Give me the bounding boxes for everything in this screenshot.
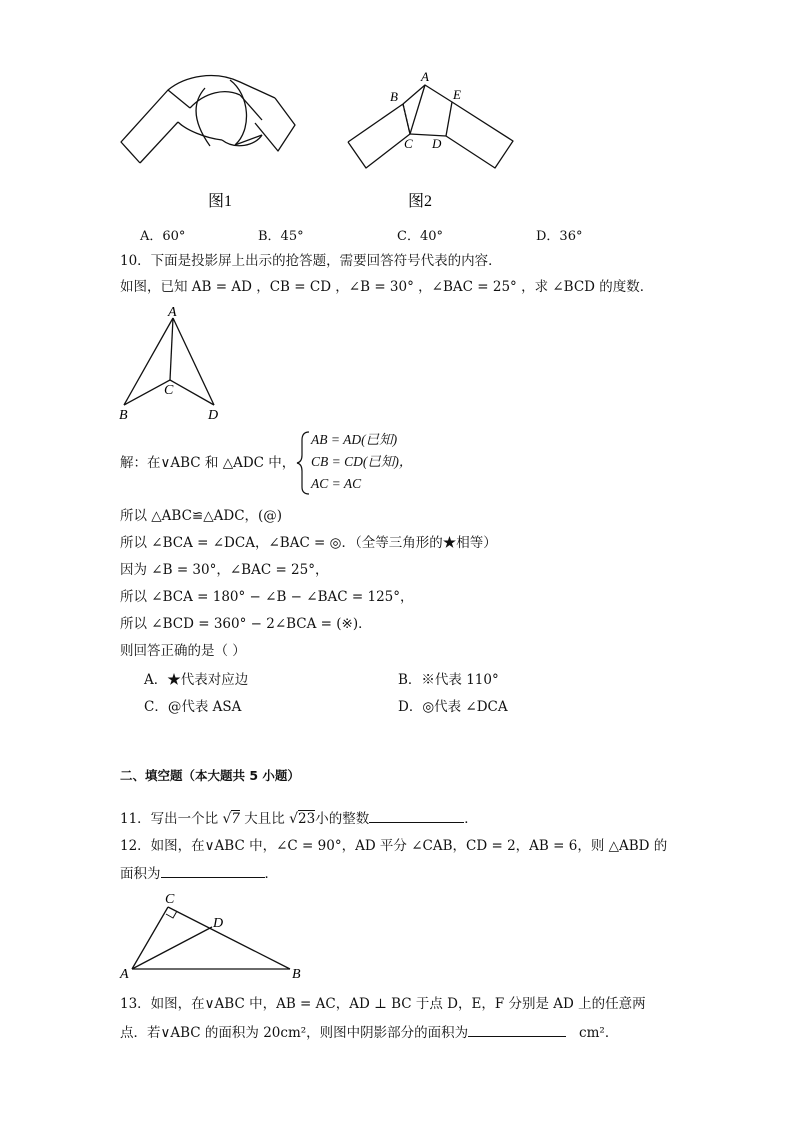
q10-line-1: 所以 △ABC≌△ADC，(@) [120, 508, 283, 524]
sqrt-icon: √ [289, 811, 299, 827]
q11-text: 11．写出一个比 √7 大且比 √23小的整数 ． [120, 808, 478, 828]
q10-option-c: C．@代表 ASA [144, 699, 242, 715]
svg-text:B: B [292, 967, 301, 982]
q10-line-5: 所以 ∠BCD = 360° − 2∠BCA = (※)． [120, 616, 372, 632]
q12-line-2: 面积为 ． [120, 863, 278, 883]
q13-answer-blank[interactable] [468, 1022, 566, 1037]
system-line-2: CB = CD(已知)， [311, 454, 413, 469]
q10-line-6: 则回答正确的是（ ） [120, 643, 246, 659]
section-2-title: 二、填空题（本大题共 5 小题） [120, 768, 300, 783]
svg-text:C: C [164, 383, 174, 398]
svg-text:E: E [453, 87, 461, 102]
svg-text:D: D [213, 916, 224, 931]
svg-text:D: D [208, 408, 219, 423]
figure-2-caption: 图2 [408, 193, 433, 210]
q9-option-a: A．60° [140, 229, 186, 244]
q10-line-4: 所以 ∠BCA = 180° − ∠B − ∠BAC = 125°， [120, 589, 414, 605]
svg-text:B: B [390, 89, 398, 104]
svg-text:C: C [165, 892, 175, 907]
q10-option-a: A．★代表对应边 [144, 672, 249, 688]
q10-option-d: D．◎代表 ∠DCA [398, 699, 508, 715]
q10-solution-intro: 解：在∨ABC 和 △ADC 中， [120, 455, 296, 471]
svg-text:D: D [432, 136, 442, 151]
system-line-1: AB = AD(已知) [311, 432, 398, 447]
q9-option-b: B．45° [258, 229, 304, 244]
q13-line-2: 点．若∨ABC 的面积为 20cm²，则图中阴影部分的面积为 cm²． [120, 1022, 618, 1042]
q12-line-1: 12．如图，在∨ABC 中，∠C = 90°，AD 平分 ∠CAB，CD = 2，AB = 6，则 △ABD 的 [120, 838, 668, 854]
system-line-3: AC = AC [311, 476, 362, 491]
sqrt-icon: √ [222, 811, 232, 827]
svg-text:C: C [404, 136, 413, 151]
svg-text:B: B [119, 408, 128, 423]
q9-option-d: D．36° [536, 229, 583, 244]
q9-option-c: C．40° [397, 229, 443, 244]
svg-text:A: A [421, 69, 429, 84]
q10-stem: 10．下面是投影屏上出示的抢答题，需要回答符号代表的内容． [120, 253, 502, 269]
q10-line-2: 所以 ∠BCA = ∠DCA，∠BAC = ◎．（全等三角形的★相等） [120, 535, 497, 551]
q10-line-3: 因为 ∠B = 30°，∠BAC = 25°， [120, 562, 329, 578]
svg-text:A: A [120, 967, 129, 982]
q10-option-b: B．※代表 110° [398, 672, 499, 688]
q13-line-1: 13．如图，在∨ABC 中，AB = AC，AD ⊥ BC 于点 D，E，F 分别是 AD 上的任意两 [120, 996, 646, 1012]
figure-1-caption: 图1 [208, 193, 233, 210]
q10-given: 如图，已知 AB = AD ，CB = CD ，∠B = 30° ，∠BAC = 25° ，求 ∠BCD 的度数． [120, 279, 654, 295]
svg-text:A: A [168, 305, 177, 320]
